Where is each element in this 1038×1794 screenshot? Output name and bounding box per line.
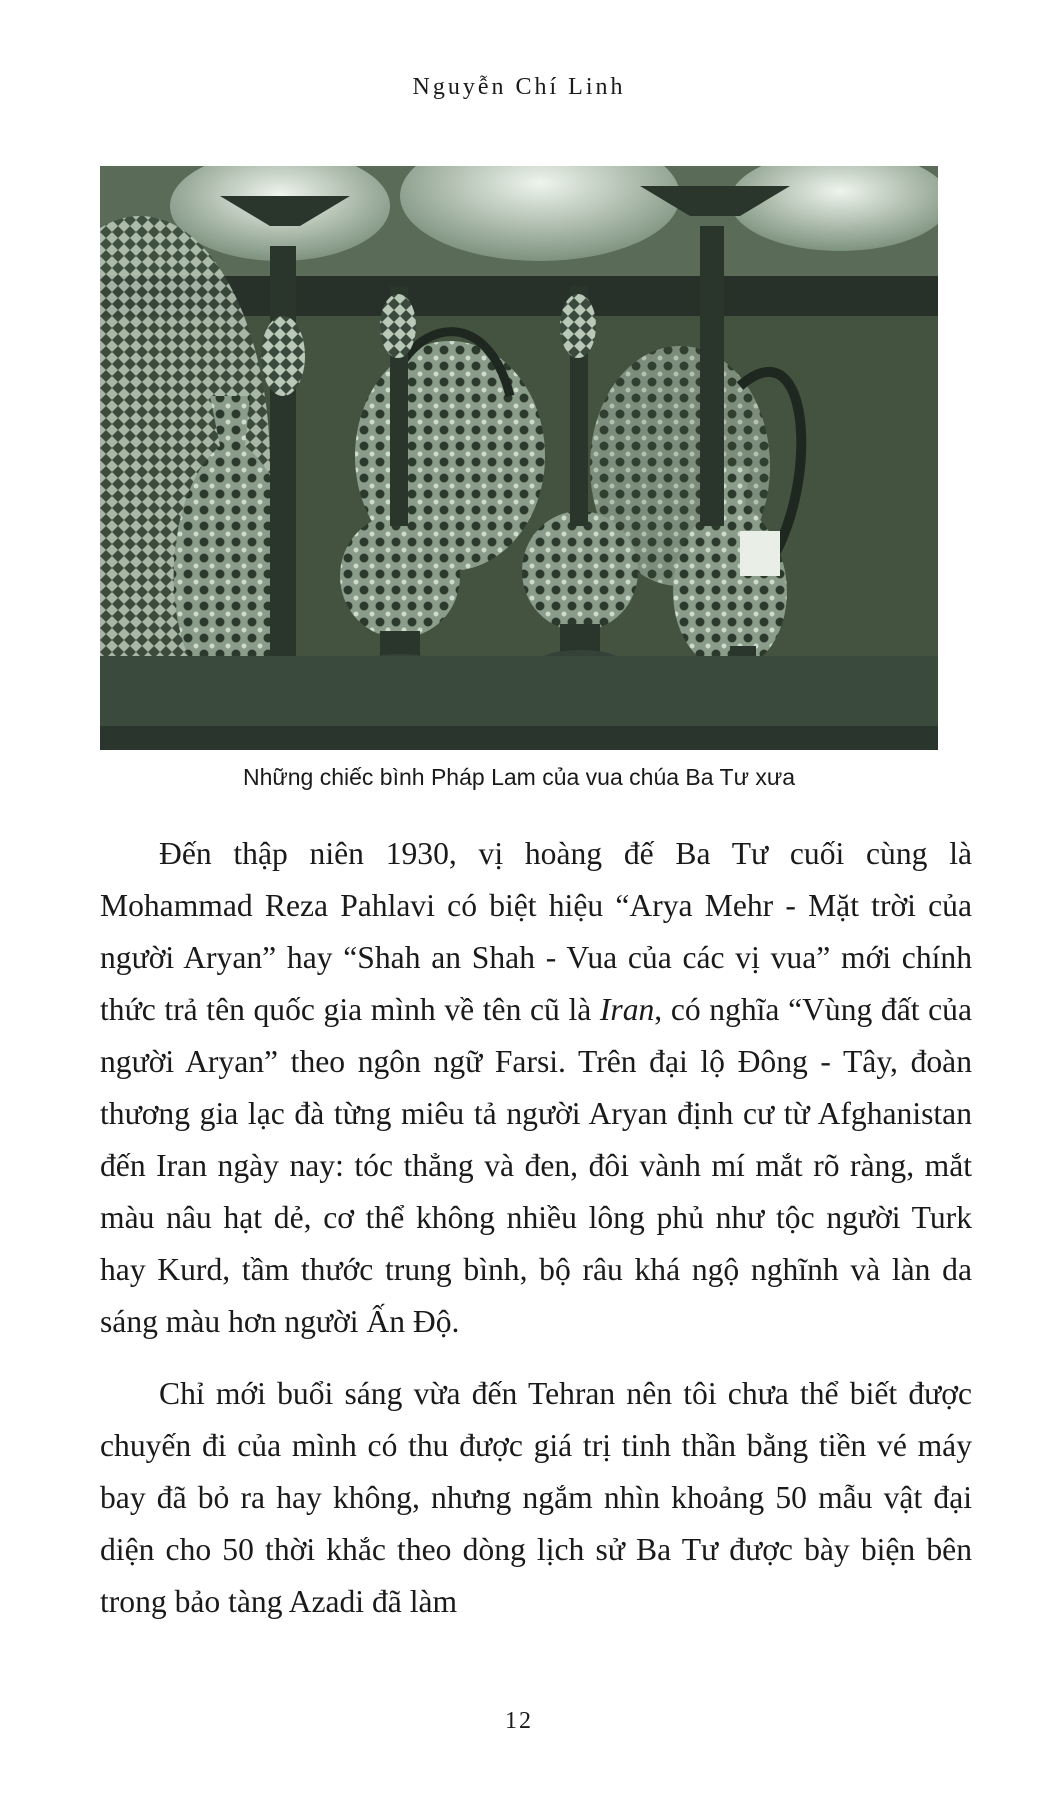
paragraph-1 <box>100 828 972 1348</box>
running-head-author: Nguyễn Chí Linh <box>412 74 626 100</box>
paragraph-1-text-a: Đến thập niên 1930, vị hoàng đế Ba Tư cuối cùng là Mohammad Reza Pahlavi có biệt hiệu “Arya Mehr - Mặt trời của người Aryan” hay “Shah an Shah - Vua của các vị vua” mới chính thức trả tên quốc gia mình về tên cũ là <box>100 836 972 1027</box>
figure-caption: Những chiếc bình Pháp Lam của vua chúa Ba Tư xưa <box>242 764 796 790</box>
paragraph-2: Chỉ mới buổi sáng vừa đến Tehran nên tôi chưa thể biết được chuyến đi của mình có thu được giá trị tinh thần bằng tiền vé máy bay đã bỏ ra hay không, nhưng ngắm nhìn khoảng 50 mẫu vật đại diện cho 50 thời khắc theo dòng lịch sử Ba Tư được bày biện bên trong bảo tàng Azadi đã làm <box>100 1376 972 1619</box>
body-text <box>100 828 972 1648</box>
italic-iran: Iran <box>599 992 655 1027</box>
paragraph-1-text-b: , có nghĩa “Vùng đất của người Aryan” theo ngôn ngữ Farsi. Trên đại lộ Đông - Tây, đoàn thương gia lạc đà từng miêu tả người Aryan định cư từ Afghanistan đến Iran ngày nay: tóc thẳng và đen, đôi vành mí mắt rõ ràng, mắt màu nâu hạt dẻ, cơ thể không nhiều lông phủ như tộc người Turk hay Kurd, tầm thước trung bình, bộ râu khá ngộ nghĩnh và làn da sáng màu hơn người Ấn Độ. <box>100 992 972 1339</box>
photo-enamel-vases <box>100 166 938 750</box>
page-number: 12 <box>505 1708 533 1734</box>
